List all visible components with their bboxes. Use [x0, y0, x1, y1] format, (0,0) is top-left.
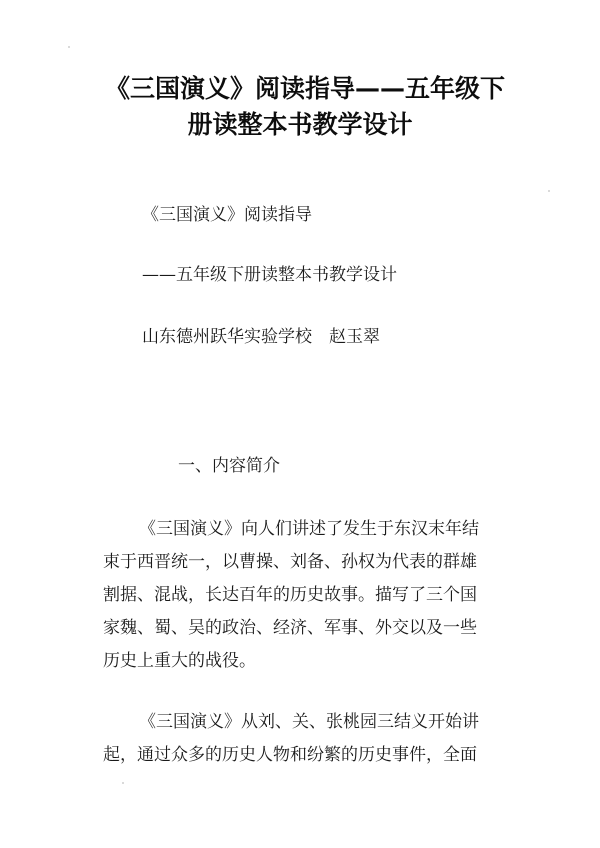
paragraph-line: 束于西晋统一，以曹操、刘备、孙权为代表的群雄	[103, 552, 477, 572]
paragraph-line: 历史上重大的战役。	[103, 651, 256, 671]
paragraph-line: 割据、混战，长达百年的历史故事。描写了三个国	[103, 585, 477, 605]
scan-speck	[122, 782, 124, 784]
book-title-line: 《三国演义》阅读指导	[142, 205, 312, 225]
document-title-line-2: 册读整本书教学设计	[187, 110, 413, 139]
subtitle-line: ——五年级下册读整本书教学设计	[142, 265, 397, 285]
paragraph-line: 《三国演义》向人们讲述了发生于东汉末年结	[139, 519, 479, 539]
paragraph-content-story	[103, 706, 503, 772]
scan-speck	[548, 190, 550, 192]
scan-speck	[68, 46, 70, 48]
author-line: 山东德州跃华实验学校 赵玉翠	[142, 327, 380, 347]
paragraph-line: 《三国演义》从刘、关、张桃园三结义开始讲	[139, 712, 479, 732]
paragraph-line: 家魏、蜀、吴的政治、经济、军事、外交以及一些	[103, 618, 477, 638]
paragraph-content-intro	[103, 513, 503, 678]
paragraph-line: 起，通过众多的历史人物和纷繁的历史事件，全面	[103, 745, 477, 765]
section-heading: 一、内容简介	[178, 456, 280, 476]
document-title-line-1: 《三国演义》阅读指导——五年级下	[104, 74, 505, 103]
